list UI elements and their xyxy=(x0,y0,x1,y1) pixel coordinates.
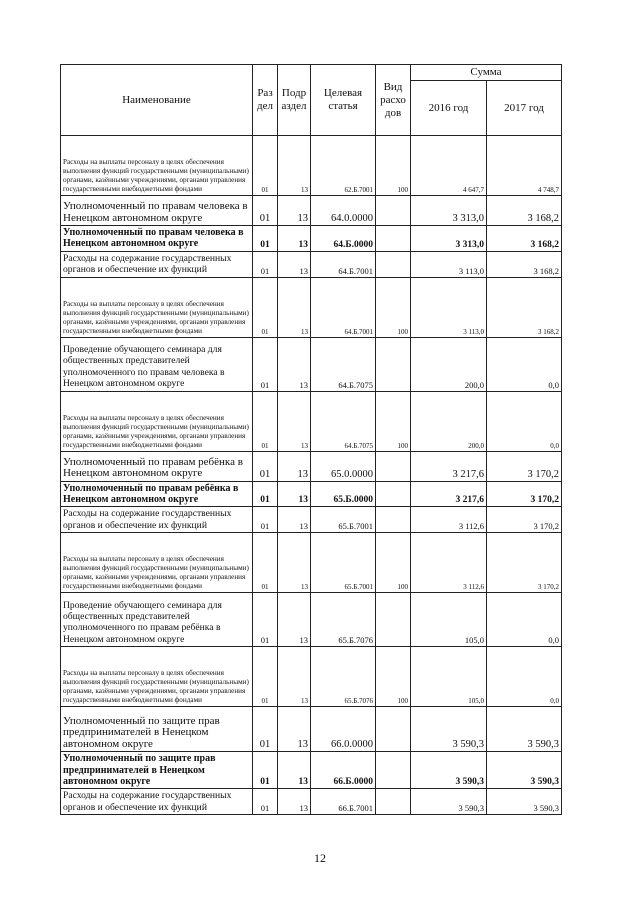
row-section: 01 xyxy=(253,481,278,507)
row-value-2016: 3 113,0 xyxy=(411,277,487,337)
header-name: Наименование xyxy=(61,65,253,136)
row-kind xyxy=(376,251,411,277)
row-value-2017: 0,0 xyxy=(487,593,562,647)
row-target: 65.Б.7001 xyxy=(311,533,376,593)
row-kind xyxy=(376,789,411,815)
row-kind xyxy=(376,337,411,391)
row-subsection: 13 xyxy=(278,789,311,815)
row-name: Расходы на содержание государственных органов и обеспечение их функций xyxy=(61,789,253,815)
row-value-2016: 4 647,7 xyxy=(411,136,487,196)
row-name: Уполномоченный по защите прав предпринимателей в Ненецком автономном округе xyxy=(61,752,253,789)
table-row xyxy=(61,277,562,337)
budget-table xyxy=(60,64,562,815)
row-section: 01 xyxy=(253,136,278,196)
page-number: 12 xyxy=(314,851,326,865)
row-target: 64.0.0000 xyxy=(311,196,376,226)
row-value-2017: 3 168,2 xyxy=(487,251,562,277)
row-value-2017: 4 748,7 xyxy=(487,136,562,196)
row-kind xyxy=(376,507,411,533)
header-year-2016: 2016 год xyxy=(411,81,487,136)
row-value-2016: 200,0 xyxy=(411,391,487,451)
header-section: Раз дел xyxy=(253,65,278,136)
row-subsection: 13 xyxy=(278,136,311,196)
row-name: Расходы на содержание государственных органов и обеспечение их функций xyxy=(61,507,253,533)
row-target: 64.Б.0000 xyxy=(311,226,376,252)
header-year-2017: 2017 год xyxy=(487,81,562,136)
row-value-2017: 3 590,3 xyxy=(487,789,562,815)
row-section: 01 xyxy=(253,337,278,391)
row-subsection: 13 xyxy=(278,507,311,533)
row-value-2017: 0,0 xyxy=(487,337,562,391)
row-kind: 100 xyxy=(376,136,411,196)
table-row xyxy=(61,752,562,789)
row-target: 64.Б.7075 xyxy=(311,337,376,391)
row-kind: 100 xyxy=(376,277,411,337)
row-kind xyxy=(376,451,411,481)
row-subsection: 13 xyxy=(278,593,311,647)
row-name: Расходы на выплаты персоналу в целях обеспечения выполнения функций государственными (муниципальными) органами, казёнными учреждениями, органами управления государственными внебюджетными фондами xyxy=(61,391,253,451)
header-kind: Вид расхо дов xyxy=(376,65,411,136)
row-value-2016: 105,0 xyxy=(411,647,487,707)
table-row xyxy=(61,391,562,451)
row-value-2017: 3 168,2 xyxy=(487,277,562,337)
row-value-2017: 3 168,2 xyxy=(487,226,562,252)
row-kind xyxy=(376,707,411,752)
row-section: 01 xyxy=(253,789,278,815)
row-value-2016: 3 313,0 xyxy=(411,196,487,226)
table-row xyxy=(61,196,562,226)
row-kind: 100 xyxy=(376,533,411,593)
row-value-2016: 105,0 xyxy=(411,593,487,647)
row-value-2017: 3 590,3 xyxy=(487,752,562,789)
row-name: Расходы на выплаты персоналу в целях обеспечения выполнения функций государственными (муниципальными) органами, казёнными учреждениями, органами управления государственными внебюджетными фондами xyxy=(61,136,253,196)
row-subsection: 13 xyxy=(278,337,311,391)
row-name: Уполномоченный по правам человека в Ненецком автономном округе xyxy=(61,226,253,252)
row-subsection: 13 xyxy=(278,451,311,481)
row-section: 01 xyxy=(253,391,278,451)
header-sum: Сумма xyxy=(411,65,562,81)
table-row xyxy=(61,707,562,752)
row-kind xyxy=(376,226,411,252)
row-value-2016: 3 113,0 xyxy=(411,251,487,277)
row-subsection: 13 xyxy=(278,481,311,507)
table-row xyxy=(61,337,562,391)
row-target: 64.Б.7075 xyxy=(311,391,376,451)
header-target: Целевая статья xyxy=(311,65,376,136)
row-section: 01 xyxy=(253,451,278,481)
row-subsection: 13 xyxy=(278,707,311,752)
row-target: 65.0.0000 xyxy=(311,451,376,481)
row-value-2016: 3 112,6 xyxy=(411,533,487,593)
row-kind xyxy=(376,481,411,507)
row-subsection: 13 xyxy=(278,647,311,707)
row-target: 65.Б.7076 xyxy=(311,647,376,707)
row-section: 01 xyxy=(253,226,278,252)
table-row xyxy=(61,451,562,481)
row-section: 01 xyxy=(253,196,278,226)
row-name: Проведение обучающего семинара для общественных представителей уполномоченного по правам ребёнка в Ненецком автономном округе xyxy=(61,593,253,647)
row-section: 01 xyxy=(253,533,278,593)
row-name: Расходы на выплаты персоналу в целях обеспечения выполнения функций государственными (муниципальными) органами, казёнными учреждениями, органами управления государственными внебюджетными фондами xyxy=(61,647,253,707)
table-row xyxy=(61,481,562,507)
row-value-2017: 3 170,2 xyxy=(487,481,562,507)
row-name: Уполномоченный по правам человека в Ненецком автономном округе xyxy=(61,196,253,226)
row-target: 64.Б.7001 xyxy=(311,277,376,337)
table-body xyxy=(61,136,562,815)
row-value-2016: 3 590,3 xyxy=(411,789,487,815)
table-row xyxy=(61,533,562,593)
table-row xyxy=(61,251,562,277)
header-subsection: Подр аздел xyxy=(278,65,311,136)
row-target: 66.Б.0000 xyxy=(311,752,376,789)
row-subsection: 13 xyxy=(278,752,311,789)
row-value-2016: 200,0 xyxy=(411,337,487,391)
row-value-2017: 0,0 xyxy=(487,391,562,451)
row-value-2017: 0,0 xyxy=(487,647,562,707)
row-name: Расходы на выплаты персоналу в целях обеспечения выполнения функций государственными (муниципальными) органами, казёнными учреждениями, органами управления государственными внебюджетными фондами xyxy=(61,533,253,593)
row-target: 65.Б.7076 xyxy=(311,593,376,647)
row-name: Расходы на выплаты персоналу в целях обеспечения выполнения функций государственными (муниципальными) органами, казёнными учреждениями, органами управления государственными внебюджетными фондами xyxy=(61,277,253,337)
row-target: 65.Б.0000 xyxy=(311,481,376,507)
row-value-2017: 3 170,2 xyxy=(487,533,562,593)
row-subsection: 13 xyxy=(278,391,311,451)
table-row xyxy=(61,136,562,196)
row-subsection: 13 xyxy=(278,277,311,337)
row-kind: 100 xyxy=(376,391,411,451)
row-section: 01 xyxy=(253,593,278,647)
table-header xyxy=(61,65,562,136)
row-kind: 100 xyxy=(376,647,411,707)
row-section: 01 xyxy=(253,752,278,789)
row-target: 66.0.0000 xyxy=(311,707,376,752)
row-value-2016: 3 313,0 xyxy=(411,226,487,252)
row-target: 65.Б.7001 xyxy=(311,507,376,533)
row-subsection: 13 xyxy=(278,226,311,252)
row-section: 01 xyxy=(253,277,278,337)
row-target: 64.Б.7001 xyxy=(311,251,376,277)
row-name: Расходы на содержание государственных органов и обеспечение их функций xyxy=(61,251,253,277)
row-section: 01 xyxy=(253,647,278,707)
row-kind xyxy=(376,196,411,226)
row-subsection: 13 xyxy=(278,251,311,277)
row-name: Уполномоченный по правам ребёнка в Ненецком автономном округе xyxy=(61,451,253,481)
row-section: 01 xyxy=(253,507,278,533)
row-value-2017: 3 168,2 xyxy=(487,196,562,226)
table-row xyxy=(61,593,562,647)
table-row xyxy=(61,507,562,533)
row-value-2017: 3 590,3 xyxy=(487,707,562,752)
row-subsection: 13 xyxy=(278,196,311,226)
row-value-2016: 3 217,6 xyxy=(411,481,487,507)
row-subsection: 13 xyxy=(278,533,311,593)
row-value-2016: 3 217,6 xyxy=(411,451,487,481)
row-value-2016: 3 590,3 xyxy=(411,752,487,789)
row-target: 66.Б.7001 xyxy=(311,789,376,815)
table-row xyxy=(61,789,562,815)
row-value-2016: 3 590,3 xyxy=(411,707,487,752)
row-name: Уполномоченный по защите прав предпринимателей в Ненецком автономном округе xyxy=(61,707,253,752)
row-name: Уполномоченный по правам ребёнка в Ненецком автономном округе xyxy=(61,481,253,507)
row-section: 01 xyxy=(253,251,278,277)
row-kind xyxy=(376,752,411,789)
row-section: 01 xyxy=(253,707,278,752)
row-name: Проведение обучающего семинара для общественных представителей уполномоченного по правам человека в Ненецком автономном округе xyxy=(61,337,253,391)
row-value-2017: 3 170,2 xyxy=(487,451,562,481)
table-row xyxy=(61,226,562,252)
table-row xyxy=(61,647,562,707)
row-target: 62.Б.7001 xyxy=(311,136,376,196)
row-value-2017: 3 170,2 xyxy=(487,507,562,533)
row-kind xyxy=(376,593,411,647)
row-value-2016: 3 112,6 xyxy=(411,507,487,533)
